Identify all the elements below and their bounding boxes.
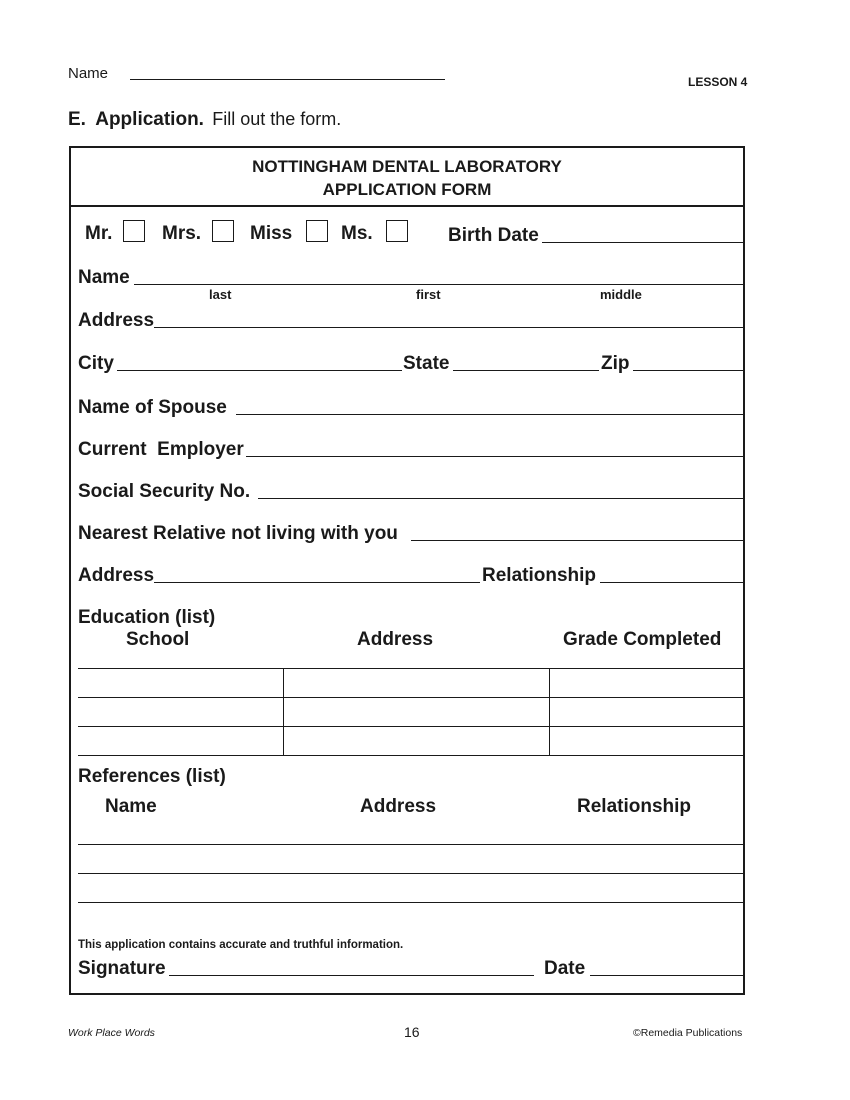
page-number: 16 [404,1024,420,1040]
truth-statement: This application contains accurate and truthful information. [78,939,404,951]
title-mr-label: Mr. [85,223,113,244]
instruction-title: Application. [95,109,204,130]
name-sub-last: last [209,287,232,302]
instruction [68,109,341,131]
ssn-line[interactable] [258,498,744,499]
relationship-label: Relationship [482,565,597,586]
education-row-line[interactable] [78,668,744,669]
spouse-line[interactable] [236,414,744,415]
birth-date-label: Birth Date [448,225,539,246]
ssn-label: Social Security No. [78,481,251,502]
references-col-address: Address [360,796,437,817]
form-title-line1: NOTTINGHAM DENTAL LABORATORY [252,157,562,176]
address-line[interactable] [154,327,744,328]
title-miss-label: Miss [250,223,293,244]
name-sub-first: first [416,287,441,302]
instruction-letter: E. [68,109,86,130]
city-label: City [78,353,114,374]
form-header-divider [69,205,745,207]
zip-label: Zip [601,353,630,374]
reference-row-line[interactable] [78,873,744,874]
name-sub-middle: middle [600,287,642,302]
title-mrs-label: Mrs. [162,223,202,244]
signature-label: Signature [78,958,166,979]
spouse-label: Name of Spouse [78,397,227,418]
date-label: Date [544,958,586,979]
references-col-relationship: Relationship [577,796,692,817]
education-col-school: School [126,629,190,650]
title-miss-checkbox[interactable] [306,220,328,242]
birth-date-line[interactable] [542,242,744,243]
application-form [69,146,745,995]
education-heading: Education (list) [78,607,216,628]
relative-line[interactable] [411,540,744,541]
relative-address-label: Address [78,565,155,586]
footer-copyright: ©Remedia Publications [633,1027,743,1039]
reference-row-line[interactable] [78,902,744,903]
applicant-name-label: Name [78,267,130,288]
state-label: State [403,353,450,374]
instruction-text: Fill out the form. [212,109,342,129]
applicant-name-line[interactable] [134,284,744,285]
title-ms-checkbox[interactable] [386,220,408,242]
reference-row-line[interactable] [78,844,744,845]
education-row-line[interactable] [78,726,744,727]
city-line[interactable] [117,370,402,371]
zip-line[interactable] [633,370,744,371]
relative-address-line[interactable] [154,582,480,583]
title-ms-label: Ms. [341,223,373,244]
education-col-grade: Grade Completed [563,629,722,650]
lesson-label: LESSON 4 [688,75,748,89]
address-label: Address [78,310,155,331]
student-name-line[interactable] [130,79,445,80]
date-line[interactable] [590,975,744,976]
footer-book-title: Work Place Words [68,1027,155,1039]
name-label: Name [68,65,109,82]
form-title-line2: APPLICATION FORM [322,180,492,199]
title-mr-checkbox[interactable] [123,220,145,242]
employer-line[interactable] [246,456,744,457]
relative-label: Nearest Relative not living with you [78,523,398,544]
education-col-divider [549,669,550,756]
title-mrs-checkbox[interactable] [212,220,234,242]
state-line[interactable] [453,370,599,371]
education-col-address: Address [357,629,434,650]
relationship-line[interactable] [600,582,744,583]
signature-line[interactable] [169,975,534,976]
education-row-line[interactable] [78,697,744,698]
education-col-divider [283,669,284,756]
references-col-name: Name [105,796,157,817]
education-row-line[interactable] [78,755,744,756]
references-heading: References (list) [78,766,226,787]
employer-label: Current Employer [78,439,244,460]
